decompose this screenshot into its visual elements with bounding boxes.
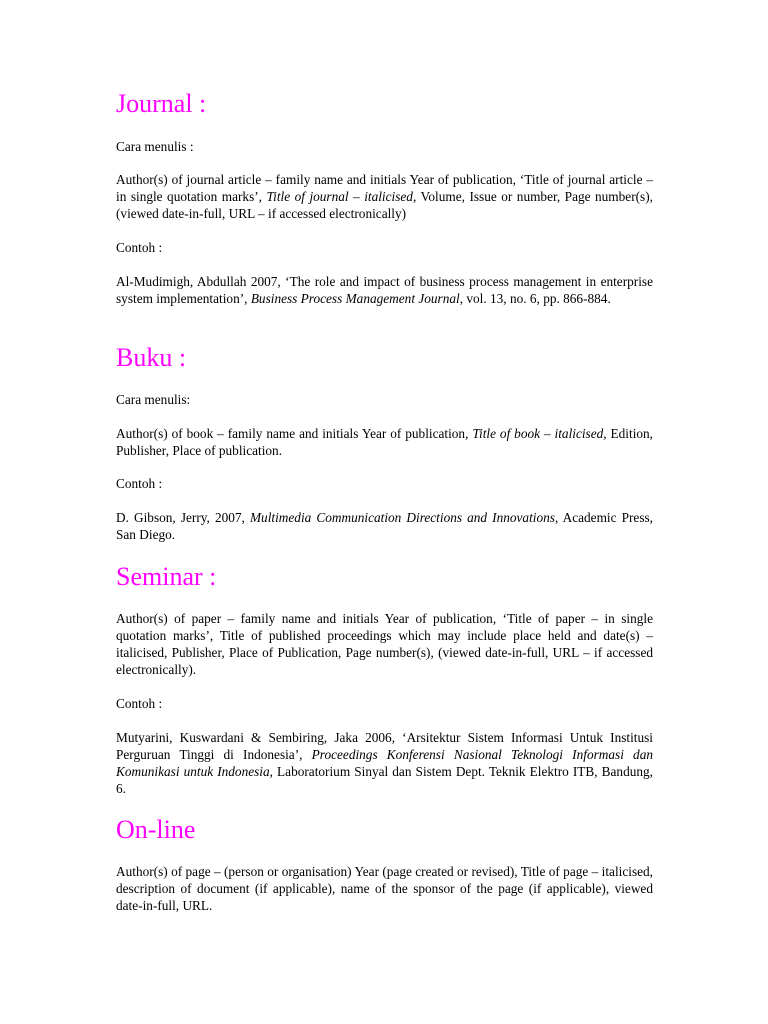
journal-example-text-a: Al-Mudimigh, Abdullah 2007, ‘The role and impact of business process management in enterprise system implementation’,	[116, 274, 653, 306]
journal-format	[116, 171, 653, 222]
journal-format-text-a: Author(s) of journal article – family name and initials Year of publication, ‘Title of journal article – in single quotation marks’,	[116, 172, 653, 204]
buku-example-italic: Multimedia Communication Directions and Innovations	[249, 510, 555, 525]
seminar-example	[116, 729, 653, 797]
seminar-example-italic: Proceedings Konferensi Nasional Teknologi Informasi dan Komunikasi untuk Indonesia	[116, 747, 654, 779]
journal-example-text-c: , vol. 13, no. 6, pp. 866-884.	[459, 291, 611, 306]
journal-example-label: Contoh :	[116, 240, 163, 255]
journal-example	[116, 273, 653, 307]
buku-format-text-c: , Edition, Publisher, Place of publication.	[116, 426, 654, 458]
seminar-example-text-c: , Laboratorium Sinyal dan Sistem Dept. Teknik Elektro ITB, Bandung, 6.	[116, 764, 653, 796]
seminar-format: Author(s) of paper – family name and initials Year of publication, ‘Title of paper – in single quotation marks’, Title of published proceedings which may include place held and date(s) – italicised, Publisher, Place of Publication, Page number(s), (viewed date-in-full, URL – if accessed electronically).	[116, 611, 653, 677]
buku-format	[116, 425, 653, 459]
buku-format-italic: Title of book – italicised	[472, 426, 604, 441]
buku-example	[116, 509, 653, 543]
buku-example-text-c: , Academic Press, San Diego.	[116, 510, 654, 542]
buku-heading: Buku :	[116, 343, 187, 372]
online-heading: On-line	[116, 815, 196, 844]
buku-format-text-a: Author(s) of book – family name and initials Year of publication,	[116, 426, 469, 441]
seminar-heading: Seminar :	[116, 562, 217, 591]
journal-example-italic: Business Process Management Journal	[250, 291, 460, 306]
buku-how-label: Cara menulis:	[116, 392, 191, 407]
seminar-example-label: Contoh :	[116, 696, 163, 711]
journal-format-text-c: , Volume, Issue or number, Page number(s), (viewed date-in-full, URL – if accessed electronically)	[116, 189, 653, 221]
online-format: Author(s) of page – (person or organisation) Year (page created or revised), Title of page – italicised, description of document (if applicable), name of the sponsor of the page (if applicable), viewed date-in-full, URL.	[116, 864, 653, 913]
journal-heading: Journal :	[116, 89, 207, 118]
buku-example-text-a: D. Gibson, Jerry, 2007,	[116, 510, 245, 525]
seminar-example-text-a: Mutyarini, Kuswardani & Sembiring, Jaka 2006, ‘Arsitektur Sistem Informasi Untuk Institusi Perguruan Tinggi di Indonesia’,	[116, 730, 653, 762]
journal-format-italic: Title of journal – italicised	[266, 189, 413, 204]
journal-how-label: Cara menulis :	[116, 139, 194, 154]
buku-example-label: Contoh :	[116, 476, 163, 491]
